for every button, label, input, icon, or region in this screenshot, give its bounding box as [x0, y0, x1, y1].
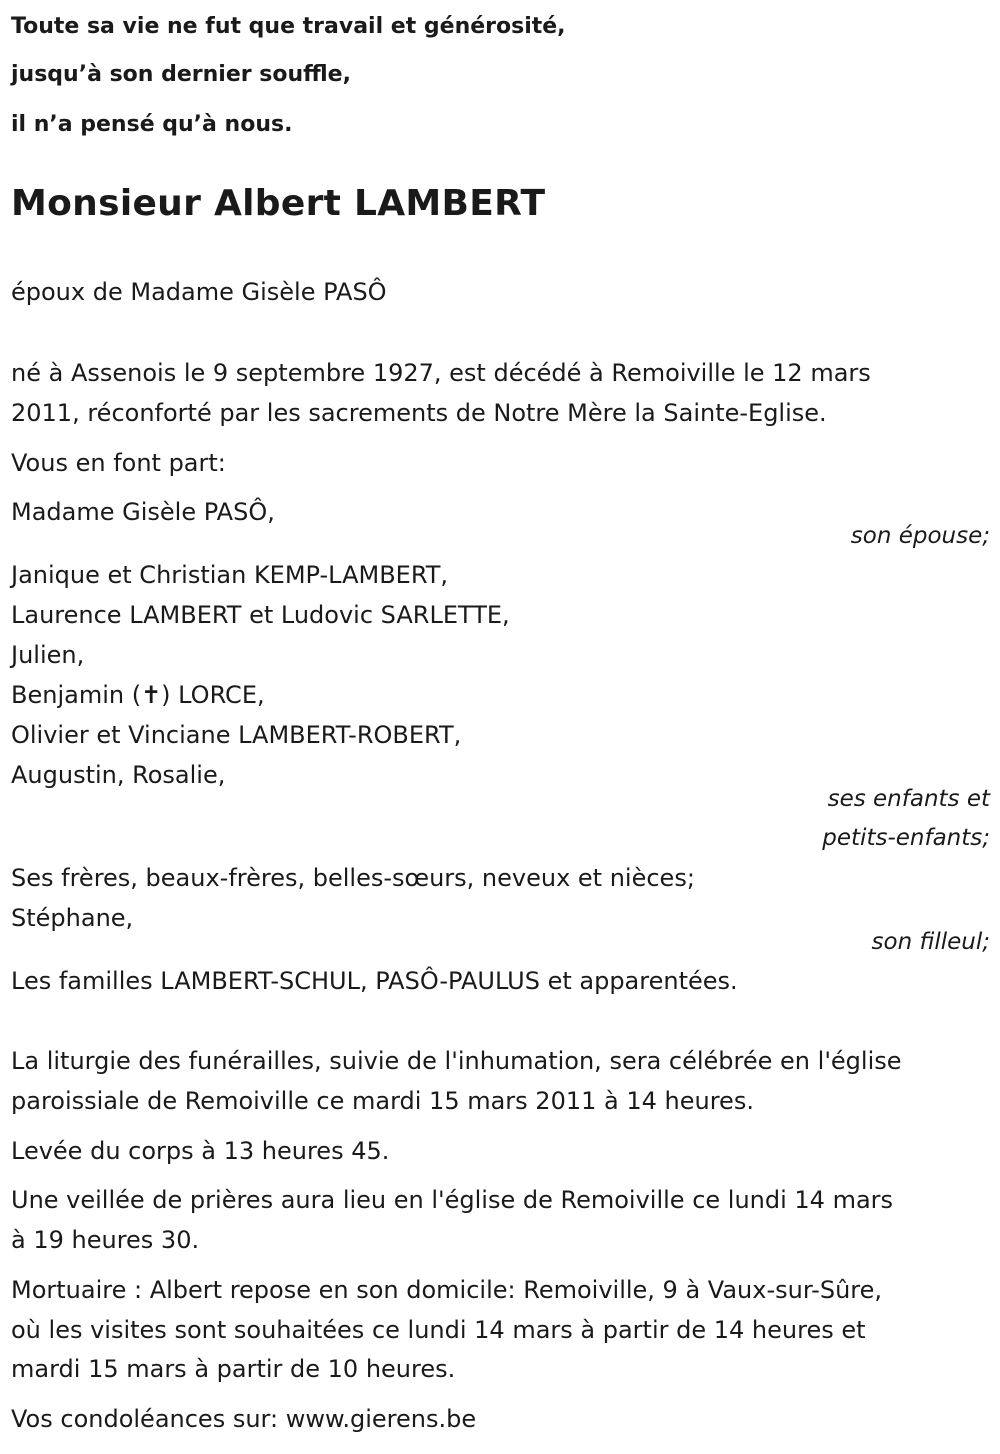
child-line-3: Julien, — [11, 641, 85, 669]
birth-death-line-2: 2011, réconforté par les sacrements de Notre Mère la Sainte-Eglise. — [11, 399, 827, 427]
child-line-1: Janique et Christian KEMP-LAMBERT, — [11, 561, 449, 589]
mortuary-line-2: où les visites sont souhaitées ce lundi 14 mars à partir de 14 heures et — [11, 1316, 866, 1344]
child-line-5: Olivier et Vinciane LAMBERT-ROBERT, — [11, 721, 462, 749]
family-spouse: Madame Gisèle PASÔ, — [11, 498, 275, 526]
announce-intro: Vous en font part: — [11, 449, 226, 477]
deceased-name: Monsieur Albert LAMBERT — [11, 183, 546, 224]
mortuary-line-3: mardi 15 mars à partir de 10 heures. — [11, 1355, 456, 1383]
families-line: Les familles LAMBERT-SCHUL, PASÔ-PAULUS et apparentées. — [11, 967, 738, 995]
vigil-line-1: Une veillée de prières aura lieu en l'église de Remoiville ce lundi 14 mars — [11, 1186, 894, 1214]
mortuary-line-1: Mortuaire : Albert repose en son domicile: Remoiville, 9 à Vaux-sur-Sûre, — [11, 1276, 883, 1304]
epigraph-line-2: jusqu’à son dernier souffle, — [11, 62, 351, 87]
birth-death-line-1: né à Assenois le 9 septembre 1927, est décédé à Remoiville le 12 mars — [11, 359, 871, 387]
condolences-line: Vos condoléances sur: www.gierens.be — [11, 1405, 477, 1433]
funeral-line-1: La liturgie des funérailles, suivie de l'inhumation, sera célébrée en l'église — [11, 1047, 902, 1075]
funeral-line-2: paroissiale de Remoiville ce mardi 15 mars 2011 à 14 heures. — [11, 1087, 754, 1115]
child-line-2: Laurence LAMBERT et Ludovic SARLETTE, — [11, 601, 510, 629]
godson-line: Stéphane, — [11, 904, 134, 932]
spouse-role: son épouse; — [850, 523, 990, 549]
siblings-line: Ses frères, beaux-frères, belles-sœurs, neveux et nièces; — [11, 864, 695, 892]
child-line-6: Augustin, Rosalie, — [11, 761, 226, 789]
epigraph-line-3: il n’a pensé qu’à nous. — [11, 112, 293, 137]
children-role-line-2: petits-enfants; — [822, 825, 990, 851]
epigraph-line-1: Toute sa vie ne fut que travail et générosité, — [11, 14, 566, 39]
vigil-line-2: à 19 heures 30. — [11, 1226, 200, 1254]
godson-role: son filleul; — [871, 929, 990, 955]
levee-line: Levée du corps à 13 heures 45. — [11, 1137, 390, 1165]
spouse-line: époux de Madame Gisèle PASÔ — [11, 278, 387, 306]
child-line-4: Benjamin (✝) LORCE, — [11, 681, 265, 709]
children-role-line-1: ses enfants et — [827, 786, 990, 812]
